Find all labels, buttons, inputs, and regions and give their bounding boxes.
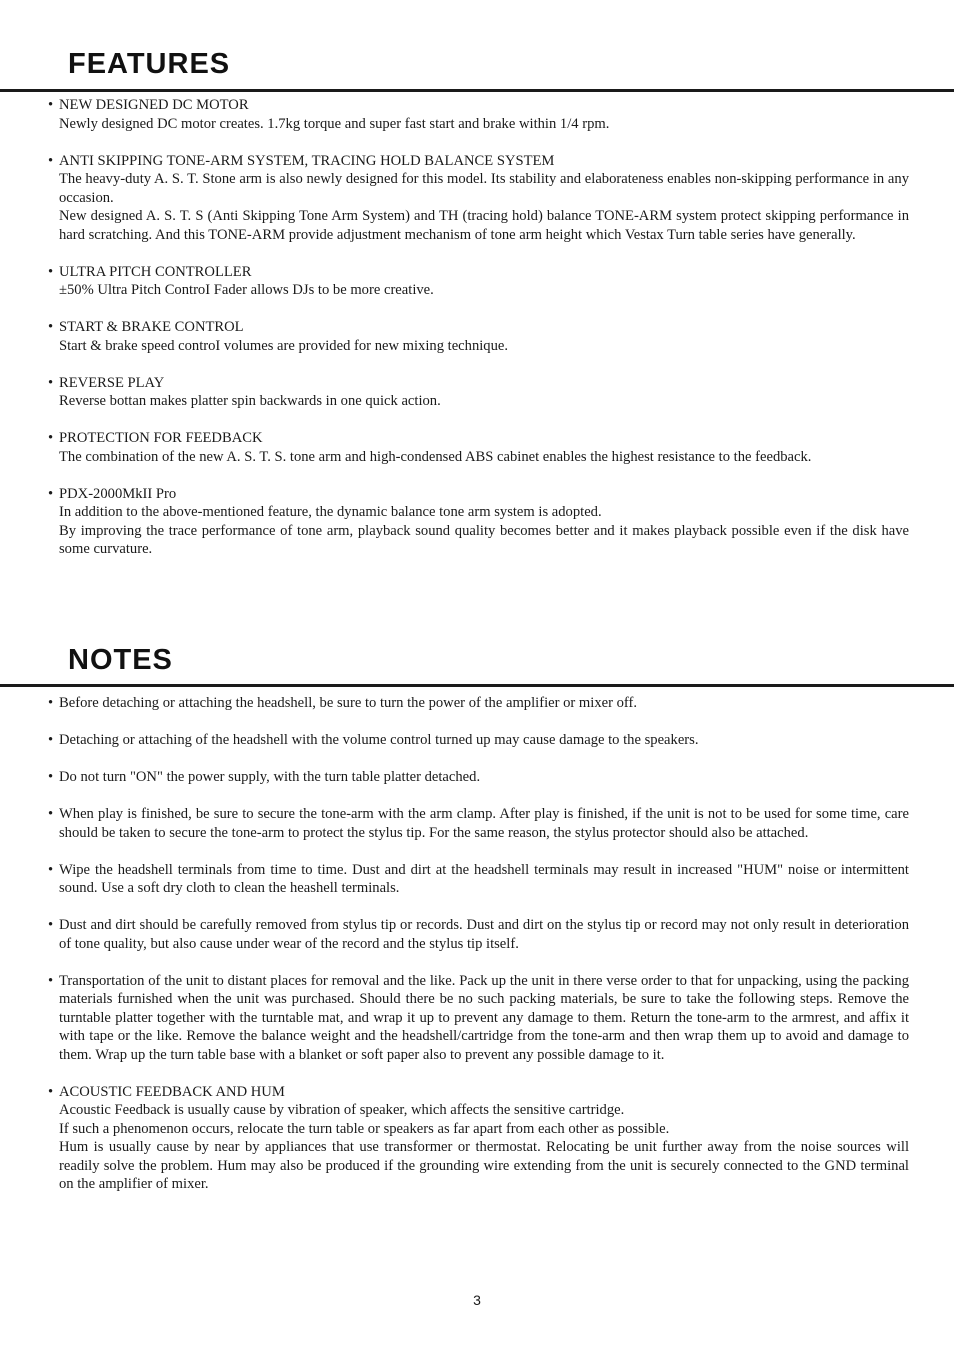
features-item-heading: • START & BRAKE CONTROL bbox=[59, 319, 244, 335]
features-title: FEATURES bbox=[68, 48, 231, 80]
features-item-heading: • PROTECTION FOR FEEDBACK bbox=[59, 430, 263, 446]
features-item-text: In addition to the above-mentioned feature, the dynamic balance tone arm system is adopted. bbox=[59, 504, 602, 520]
notes-title: NOTES bbox=[68, 644, 173, 676]
features-item-heading: • ANTI SKIPPING TONE-ARM SYSTEM, TRACING HOLD BALANCE SYSTEM bbox=[59, 152, 555, 169]
notes-item bbox=[48, 916, 909, 953]
features-item-heading: • ULTRA PITCH CONTROLLER bbox=[59, 263, 252, 280]
notes-item-text: Acoustic Feedback is usually cause by vibration of speaker, which affects the sensitive cartridge. bbox=[59, 1102, 625, 1118]
features-item-text: Start & brake speed controI volumes are provided for new mixing technique. bbox=[59, 337, 509, 354]
notes-list bbox=[48, 694, 909, 1212]
notes-item-text: • Wipe the headshell terminals from time to time. Dust and dirt at the headshell terminals may result in increased "HUM" noise or intermittent sound. Use a soft dry cloth to clean the heashell terminals. bbox=[59, 861, 909, 896]
features-item-text: The combination of the new A. S. T. S. tone arm and high-condensed ABS cabinet enables the highest resistance to the feedback. bbox=[59, 448, 812, 465]
features-item bbox=[48, 485, 909, 559]
notes-item bbox=[48, 768, 909, 787]
notes-item bbox=[48, 1083, 909, 1194]
features-item bbox=[48, 429, 909, 466]
notes-item bbox=[48, 731, 909, 750]
features-item-text: ±50% Ultra Pitch ControI Fader allows DJs to be more creative. bbox=[59, 282, 434, 298]
features-item bbox=[48, 318, 909, 355]
notes-item-heading: • ACOUSTIC FEEDBACK AND HUM bbox=[59, 1083, 285, 1100]
notes-item bbox=[48, 694, 909, 713]
features-item-text: By improving the trace performance of tone arm, playback sound quality becomes better and it makes playback possible even if the disk have some curvature. bbox=[59, 522, 909, 557]
page-number: 3 bbox=[473, 1292, 481, 1308]
notes-item-text: • Before detaching or attaching the headshell, be sure to turn the power of the amplifier or mixer off. bbox=[59, 695, 638, 711]
features-item-heading: • PDX-2000MkII Pro bbox=[59, 485, 177, 502]
notes-item-text: • Detaching or attaching of the headshell with the volume control turned up may cause damage to the speakers. bbox=[59, 732, 699, 748]
features-list bbox=[48, 96, 909, 577]
notes-item-text: Hum is usually cause by near by appliances that use transformer or thermostat. Relocating be unit further away from the noise sources will readily solve the problem. Hum may also be produced if the grounding wire extending from the unit is securely connected to the GND terminal on the amplifier of mixer. bbox=[59, 1139, 909, 1192]
notes-item bbox=[48, 972, 909, 1065]
features-item-text: New designed A. S. T. S (Anti Skipping Tone Arm System) and TH (tracing hold) balance TONE-ARM system protect skipping performance in hard scratching. And this TONE-ARM provide adjustment mechanism of tone arm height which Vestax Turn table series have generally. bbox=[59, 208, 909, 243]
notes-item-text: • When play is finished, be sure to secure the tone-arm with the arm clamp. After play is finished, if the unit is not to be used for some time, care should be taken to secure the tone-arm to protect the stylus tip. For the same reason, the stylus protector should also be attached. bbox=[59, 806, 909, 841]
notes-item-text: • Do not turn "ON" the power supply, with the turn table platter detached. bbox=[59, 769, 481, 785]
features-item bbox=[48, 374, 909, 411]
features-divider bbox=[0, 89, 954, 92]
notes-divider bbox=[0, 684, 954, 687]
features-item-heading: • REVERSE PLAY bbox=[59, 374, 165, 391]
features-item bbox=[48, 96, 909, 133]
features-item bbox=[48, 152, 909, 245]
features-item bbox=[48, 263, 909, 300]
features-item-text: Reverse bottan makes platter spin backwards in one quick action. bbox=[59, 393, 441, 409]
notes-item-text: • Dust and dirt should be carefully removed from stylus tip or records. Dust and dirt on the stylus tip or record may not only result in deterioration of tone quality, but also cause under wear of the record and the stylus tip itself. bbox=[59, 917, 909, 952]
notes-item-text: If such a phenomenon occurs, relocate the turn table or speakers as far apart from each other as possible. bbox=[59, 1120, 670, 1137]
features-item-text: The heavy-duty A. S. T. Stone arm is also newly designed for this model. Its stability and elaborateness enables non-skipping performance in any occasion. bbox=[59, 171, 909, 206]
notes-item bbox=[48, 861, 909, 898]
features-item-text: Newly designed DC motor creates. 1.7kg torque and super fast start and brake within 1/4 rpm. bbox=[59, 115, 610, 132]
notes-item-text: • Transportation of the unit to distant places for removal and the like. Pack up the unit in there verse order to that for unpacking, using the packing materials furnished when the unit was purchased. Should there be no such packing materials, be sure to take the following steps. Remove the turntable platter together with the turntable mat, and wrap it up to prevent any damage to them. Return the tone-arm to the armrest, and affix it with tape or the like. Remove the balance weight and the headshell/cartridge from the tone-arm and then wrap them up to avoid and damage to them. Wrap up the turn table base with a blanket or soft paper also to prevent any possible damage to it. bbox=[59, 972, 909, 1063]
notes-item bbox=[48, 805, 909, 842]
features-item-heading: • NEW DESIGNED DC MOTOR bbox=[59, 97, 249, 113]
